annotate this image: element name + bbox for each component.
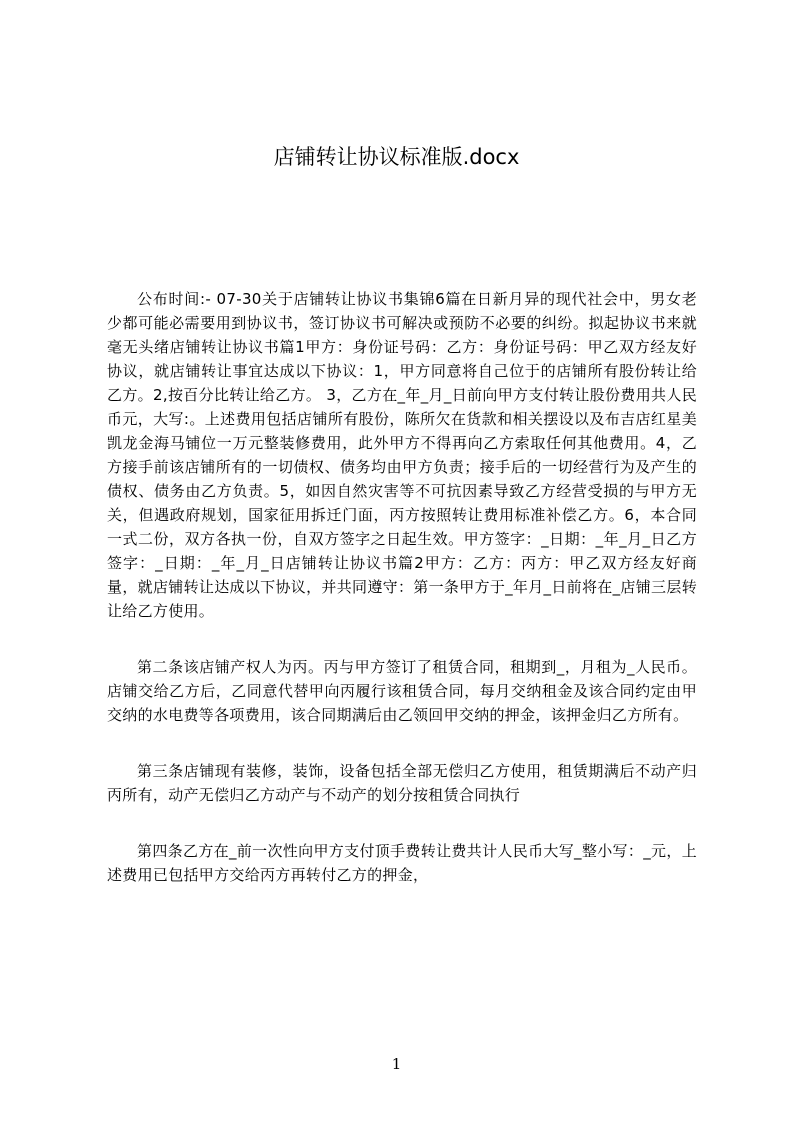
document-body [107,287,697,919]
paragraph-1: 公布时间:- 07-30关于店铺转让协议书集锦6篇在日新月异的现代社会中，男女老少都可能必需要用到协议书，签订协议书可解决或预防不必要的纠纷。拟起协议书来就毫无头绪店铺转让协议书篇1甲方：身份证号码：乙方：身份证号码：甲乙双方经友好协议，就店铺转让事宜达成以下协议：1，甲方同意将自己位于的店铺所有股份转让给乙方。2,按百分比转让给乙方。 3，乙方在_年_月_日前向甲方支付转让股份费用共人民币元，大写:。上述费用包括店铺所有股份，陈所欠在货款和相关摆设以及布吉店红星美凯龙金海马铺位一万元整装修费用，此外甲方不得再向乙方索取任何其他费用。4，乙方接手前该店铺所有的一切债权、债务均由甲方负责；接手后的一切经营行为及产生的债权、债务由乙方负责。5，如因自然灾害等不可抗因素导致乙方经营受损的与甲方无关，但遇政府规划，国家征用拆迁门面，丙方按照转让费用标准补偿乙方。6，本合同一式二份，双方各执一份，自双方签字之日起生效。甲方签字：_日期：_年_月_日乙方签字：_日期：_年_月_日店铺转让协议书篇2甲方：乙方：丙方：甲乙双方经友好商量，就店铺转让达成以下协议，并共同遵守：第一条甲方于_年月_日前将在_店铺三层转让给乙方使用。 [107,290,697,620]
paragraph-3: 第三条店铺现有装修，装饰，设备包括全部无偿归乙方使用，租赁期满后不动产归丙所有，动产无偿归乙方动产与不动产的划分按租赁合同执行 [107,762,697,804]
page-number: 1 [391,1055,402,1073]
document-title: 店铺转让协议标准版.docx [273,145,520,169]
paragraph-2: 第二条该店铺产权人为丙。丙与甲方签订了租赁合同，租期到_，月租为_人民币。店铺交给乙方后，乙同意代替甲向丙履行该租赁合同，每月交纳租金及该合同约定由甲交纳的水电费等各项费用，该合同期满后由乙领回甲交纳的押金，该押金归乙方所有。 [107,658,697,724]
paragraph-4: 第四条乙方在_前一次性向甲方支付顶手费转让费共计人民币大写_整小写：_元，上述费用已包括甲方交给丙方再转付乙方的押金， [107,842,697,884]
